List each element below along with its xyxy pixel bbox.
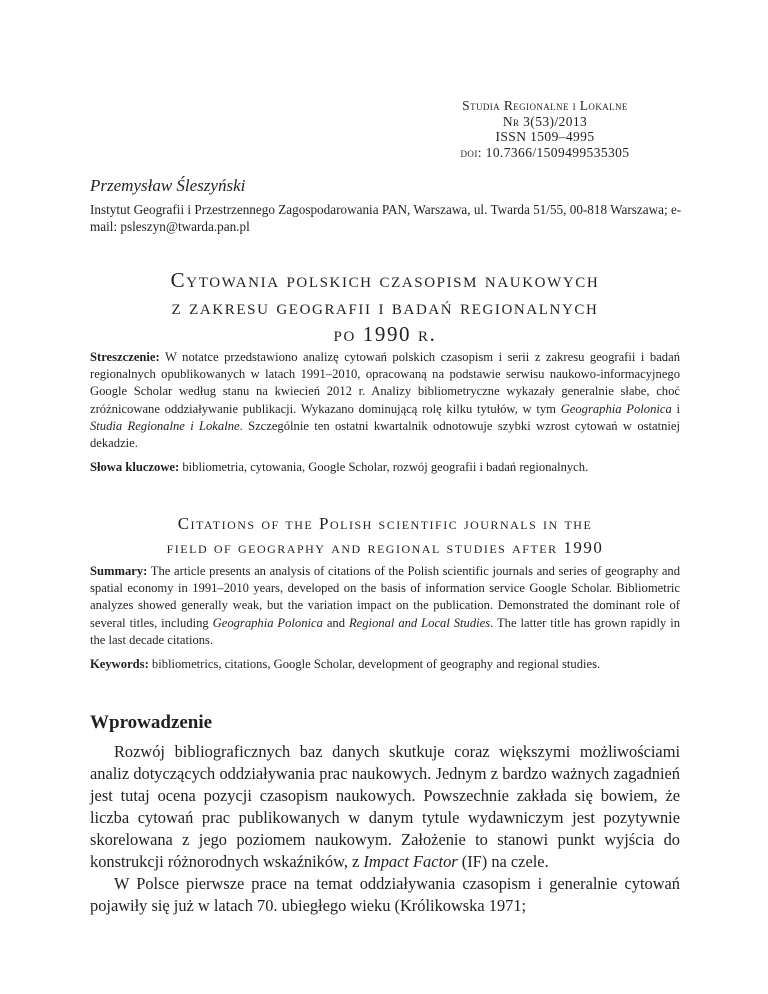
abstract-en <box>90 563 680 649</box>
keywords-pl-text: bibliometria, cytowania, Google Scholar, rozwój geografii i badań regionalnych. <box>179 460 589 474</box>
journal-issn: ISSN 1509–4995 <box>495 129 595 144</box>
keywords-pl-label: Słowa kluczowe: <box>90 460 180 474</box>
journal-issue: Nr 3(53)/2013 <box>502 113 588 129</box>
author-name: Przemysław Śleszyński <box>90 176 246 195</box>
abstract-pl <box>90 349 680 452</box>
title-pl-line-1: Cytowania polskich czasopism naukowych <box>170 268 600 292</box>
keywords-en-text: bibliometrics, citations, Google Scholar, development of geography and regional studies. <box>148 657 601 671</box>
title-en-line-1: Citations of the Polish scientific journals in the <box>177 514 593 533</box>
journal-header <box>380 98 710 160</box>
paragraph-text: Rozwój bibliograficznych baz danych skutkuje coraz większymi możliwościami analiz dotyczących oddziaływania prac naukowych. Jednym z bardzo ważnych zagadnień jest tutaj ocena pozycji czasopism naukowych. Powszechnie zakłada się bowiem, że liczba cytowań prac publikowanych w danym tytule wydawniczym jest pozytywnie skorelowana z jego poziomem naukowym. Założenie to stanowi punkt wyjścia do konstrukcji różnorodnych wskaźników, z <box>90 742 680 871</box>
article-title-pl <box>90 267 680 348</box>
journal-ref: Geographia Polonica <box>560 401 672 416</box>
author-affiliation: Instytut Geografii i Przestrzennego Zagospodarowania PAN, Warszawa, ul. Twarda 51/55, 00-818 Warszawa; e-mail: psleszyn@twarda.pan.pl <box>90 202 682 234</box>
keywords-en-label: Keywords: <box>90 657 149 671</box>
abstract-en-text: . The latter title has grown rapidly in the last decade citations. <box>90 615 680 647</box>
paragraph-text: (IF) na czele. <box>457 852 549 871</box>
title-en-line-2: field of geography and regional studies after 1990 <box>166 538 604 557</box>
keywords-pl <box>90 459 680 476</box>
body-text <box>90 741 680 917</box>
paragraph-2: W Polsce pierwsze prace na temat oddziaływania czasopism i generalnie cytowań pojawiły się już w latach 70. ubiegłego wieku (Królikowska 1971; <box>90 874 680 915</box>
journal-ref: Geographia Polonica <box>212 615 323 630</box>
abstract-en-text: and <box>322 615 349 630</box>
article-title-en <box>90 512 680 560</box>
abstract-pl-label: Streszczenie: <box>90 350 160 364</box>
abstract-pl-text: W notatce przedstawiono analizę cytowań polskich czasopism i serii z zakresu geografii i badań regionalnych opublikowanych w latach 1991–2010, opracowaną na podstawie serwisu naukowo-informacyjnego Google Scholar według stanu na kwiecień 2012 r. Analizy bibliometryczne wykazały generalnie słabe, choć zróżnicowane oddziaływanie publikacji. Wykazano dominującą rolę kilku tytułów, w tym <box>90 350 680 416</box>
impact-factor-term: Impact Factor <box>363 852 458 871</box>
journal-ref: Regional and Local Studies <box>348 615 491 630</box>
keywords-en <box>90 656 680 673</box>
paragraph-1 <box>90 741 680 873</box>
doi-value: 10.7366/1509499535305 <box>485 144 630 160</box>
section-heading: Wprowadzenie <box>90 712 213 733</box>
doi-label: doi: <box>460 144 482 160</box>
abstract-en-text: The article presents an analysis of citations of the Polish scientific journals and series of geography and spatial economy in 1991–2010 years, developed on the basis of information service Google Scholar. Bibliometric analyzes showed generally weak, but the variation impact on the publication. Demonstrated the dominant role of several titles, including <box>90 564 680 630</box>
abstract-pl-text: . Szczególnie ten ostatni kwartalnik odnotowuje szybki wzrost cytowań w ostatniej dekadzie. <box>90 418 680 451</box>
journal-doi-line <box>380 145 710 161</box>
title-pl-line-3: po 1990 r. <box>333 322 437 346</box>
title-pl-line-2: z zakresu geografii i badań regionalnych <box>171 295 599 319</box>
abstract-en-label: Summary: <box>90 564 148 578</box>
journal-ref: Studia Regionalne i Lokalne <box>90 418 240 433</box>
journal-name: Studia Regionalne i Lokalne <box>462 98 628 113</box>
abstract-pl-text: i <box>671 401 680 416</box>
